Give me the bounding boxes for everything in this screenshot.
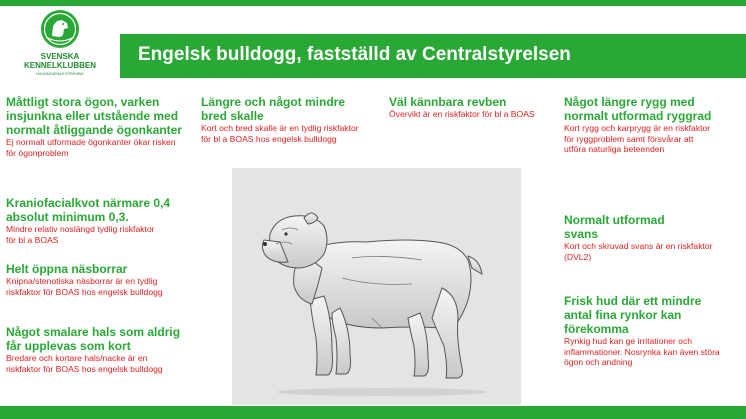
skk-logo [6, 8, 114, 86]
logo-emblem-icon [6, 8, 114, 54]
criterion-risk-text: Bredare och kortare hals/nacke är en riskfaktor för BOAS hos engelsk bulldogg [6, 353, 163, 374]
criterion-back [564, 95, 740, 155]
top-accent-bar [0, 0, 746, 6]
criterion-risk-text: Rynkig hud kan ge irritationer och inflammationer. Nosrynka kan även störa ögon och andning [564, 336, 720, 368]
criterion-skin [564, 294, 742, 368]
criterion-neck [6, 325, 198, 374]
criterion-nostrils [6, 262, 198, 297]
criterion-eyes [6, 95, 198, 158]
logo-tagline: HUNDÄGARNAS FÖRENING [36, 72, 84, 76]
criterion-heading: Normalt utformad svans [564, 213, 665, 241]
criterion-risk-text: Kort rygg och karprygg är en riskfaktor för ryggproblem samt försvårar att utföra naturliga beteenden [564, 123, 711, 155]
criterion-heading: Helt öppna näsborrar [6, 262, 128, 276]
logo-name: SVENSKA KENNELKLUBBEN [24, 52, 96, 70]
criterion-risk-text: Mindre relativ noslängd tydlig riskfaktor för bl a BOAS [6, 224, 155, 245]
criterion-risk-text: Kort och skruvad svans är en riskfaktor (DVL2) [564, 241, 713, 262]
criterion-craniofacial-ratio [6, 196, 198, 245]
criterion-heading: Längre och något mindre bred skalle [201, 95, 346, 123]
criterion-heading: Väl kännbara revben [389, 95, 507, 109]
criterion-heading: Något smalare hals som aldrig får upplevas som kort [6, 325, 181, 353]
criterion-tail [564, 213, 740, 262]
criterion-risk-text: Knipna/stenotiska näsborrar är en tydlig riskfaktor för BOAS hos engelsk bulldogg [6, 276, 163, 297]
page-title: Engelsk bulldogg, fastställd av Centralstyrelsen [138, 44, 571, 65]
criterion-heading: Kraniofacialkvot närmare 0,4 absolut minimum 0,3. [6, 196, 171, 224]
bottom-accent-bar [0, 406, 746, 419]
criterion-risk-text: Kort och bred skalle är en tydlig riskfaktor för bl a BOAS hos engelsk bulldogg [201, 123, 359, 144]
criterion-heading: Måttligt stora ögon, varken insjunkna eller utstående med normalt åtliggande ögonkanter [6, 95, 183, 137]
bulldog-drawing-icon [232, 168, 521, 405]
criterion-heading: Något längre rygg med normalt utformad ryggrad [564, 95, 712, 123]
criterion-risk-text: Övervikt är en riskfaktor för bl a BOAS [389, 109, 535, 119]
title-banner [120, 34, 746, 78]
criterion-risk-text: Ej normalt utformade ögonkanter ökar risken för ögonproblem [6, 137, 176, 158]
bulldog-illustration [232, 168, 521, 405]
criterion-skull [201, 95, 371, 144]
criterion-heading: Frisk hud där ett mindre antal fina rynkor kan förekomma [564, 294, 702, 336]
criterion-ribs [389, 95, 549, 120]
